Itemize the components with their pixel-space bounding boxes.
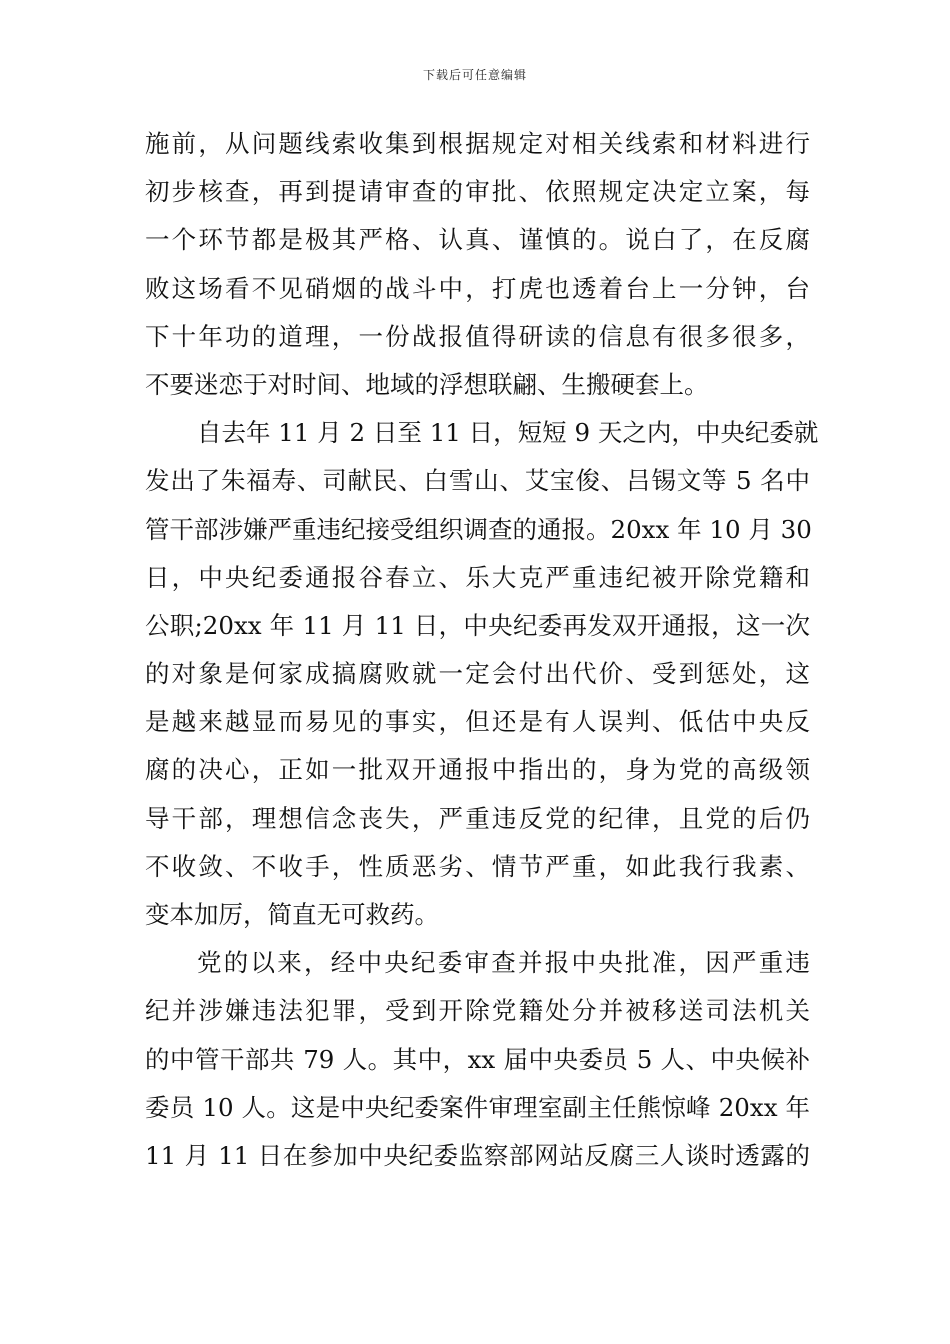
text-line: 施前，从问题线索收集到根据规定对相关线索和材料进行 — [145, 129, 810, 158]
text-line: 的中管干部共 79 人。其中，xx 届中央委员 5 人、中央候补 — [145, 1044, 810, 1074]
text-line: 自去年 11 月 2 日至 11 日，短短 9 天之内，中央纪委就 — [197, 418, 819, 448]
text-line: 的对象是何家成搞腐败就一定会付出代价、受到惩处，这 — [145, 659, 810, 689]
text-line: 不要迷恋于对时间、地域的浮想联翩、生搬硬套上。 — [145, 369, 709, 399]
text-line: 11 月 11 日在参加中央纪委监察部网站反腐三人谈时透露的 — [145, 1140, 810, 1170]
text-line: 委员 10 人。这是中央纪委案件审理室副主任熊惊峰 20xx 年 — [145, 1092, 810, 1122]
text-line: 变本加厉，简直无可救药。 — [145, 900, 439, 929]
paragraph-3 — [145, 949, 810, 1190]
text-line: 管干部涉嫌严重违纪接受组织调查的通报。20xx 年 10 月 30 — [145, 514, 812, 544]
paragraph-1 — [145, 130, 810, 419]
text-line: 导干部，理想信念丧失，严重违反党的纪律，且党的后仍 — [145, 803, 810, 833]
text-line: 党的以来，经中央纪委审查并报中央批准，因严重违 — [197, 948, 810, 978]
text-line: 一个环节都是极其严格、认真、谨慎的。说白了，在反腐 — [145, 225, 810, 255]
text-line: 下十年功的道理，一份战报值得研读的信息有很多很多， — [145, 321, 810, 351]
text-line: 败这场看不见硝烟的战斗中，打虎也透着台上一分钟，台 — [145, 273, 810, 303]
text-line: 初步核查，再到提请审查的审批、依照规定决定立案，每 — [145, 177, 810, 207]
paragraph-2 — [145, 418, 819, 949]
text-line: 公职;20xx 年 11 月 11 日，中央纪委再发双开通报，这一次 — [145, 610, 810, 640]
text-line: 腐的决心，正如一批双开通报中指出的，身为党的高级领 — [145, 755, 810, 785]
text-line: 日，中央纪委通报谷春立、乐大克严重违纪被开除党籍和 — [145, 562, 810, 592]
text-line: 发出了朱福寿、司献民、白雪山、艾宝俊、吕锡文等 5 名中 — [145, 466, 810, 496]
page-header-note: 下载后可任意编辑 — [422, 68, 527, 82]
document-body — [145, 129, 819, 1190]
text-line: 不收敛、不收手，性质恶劣、情节严重，如此我行我素、 — [145, 851, 810, 881]
text-line: 是越来越显而易见的事实，但还是有人误判、低估中央反 — [145, 707, 810, 737]
text-line: 纪并涉嫌违法犯罪，受到开除党籍处分并被移送司法机关 — [145, 996, 810, 1026]
